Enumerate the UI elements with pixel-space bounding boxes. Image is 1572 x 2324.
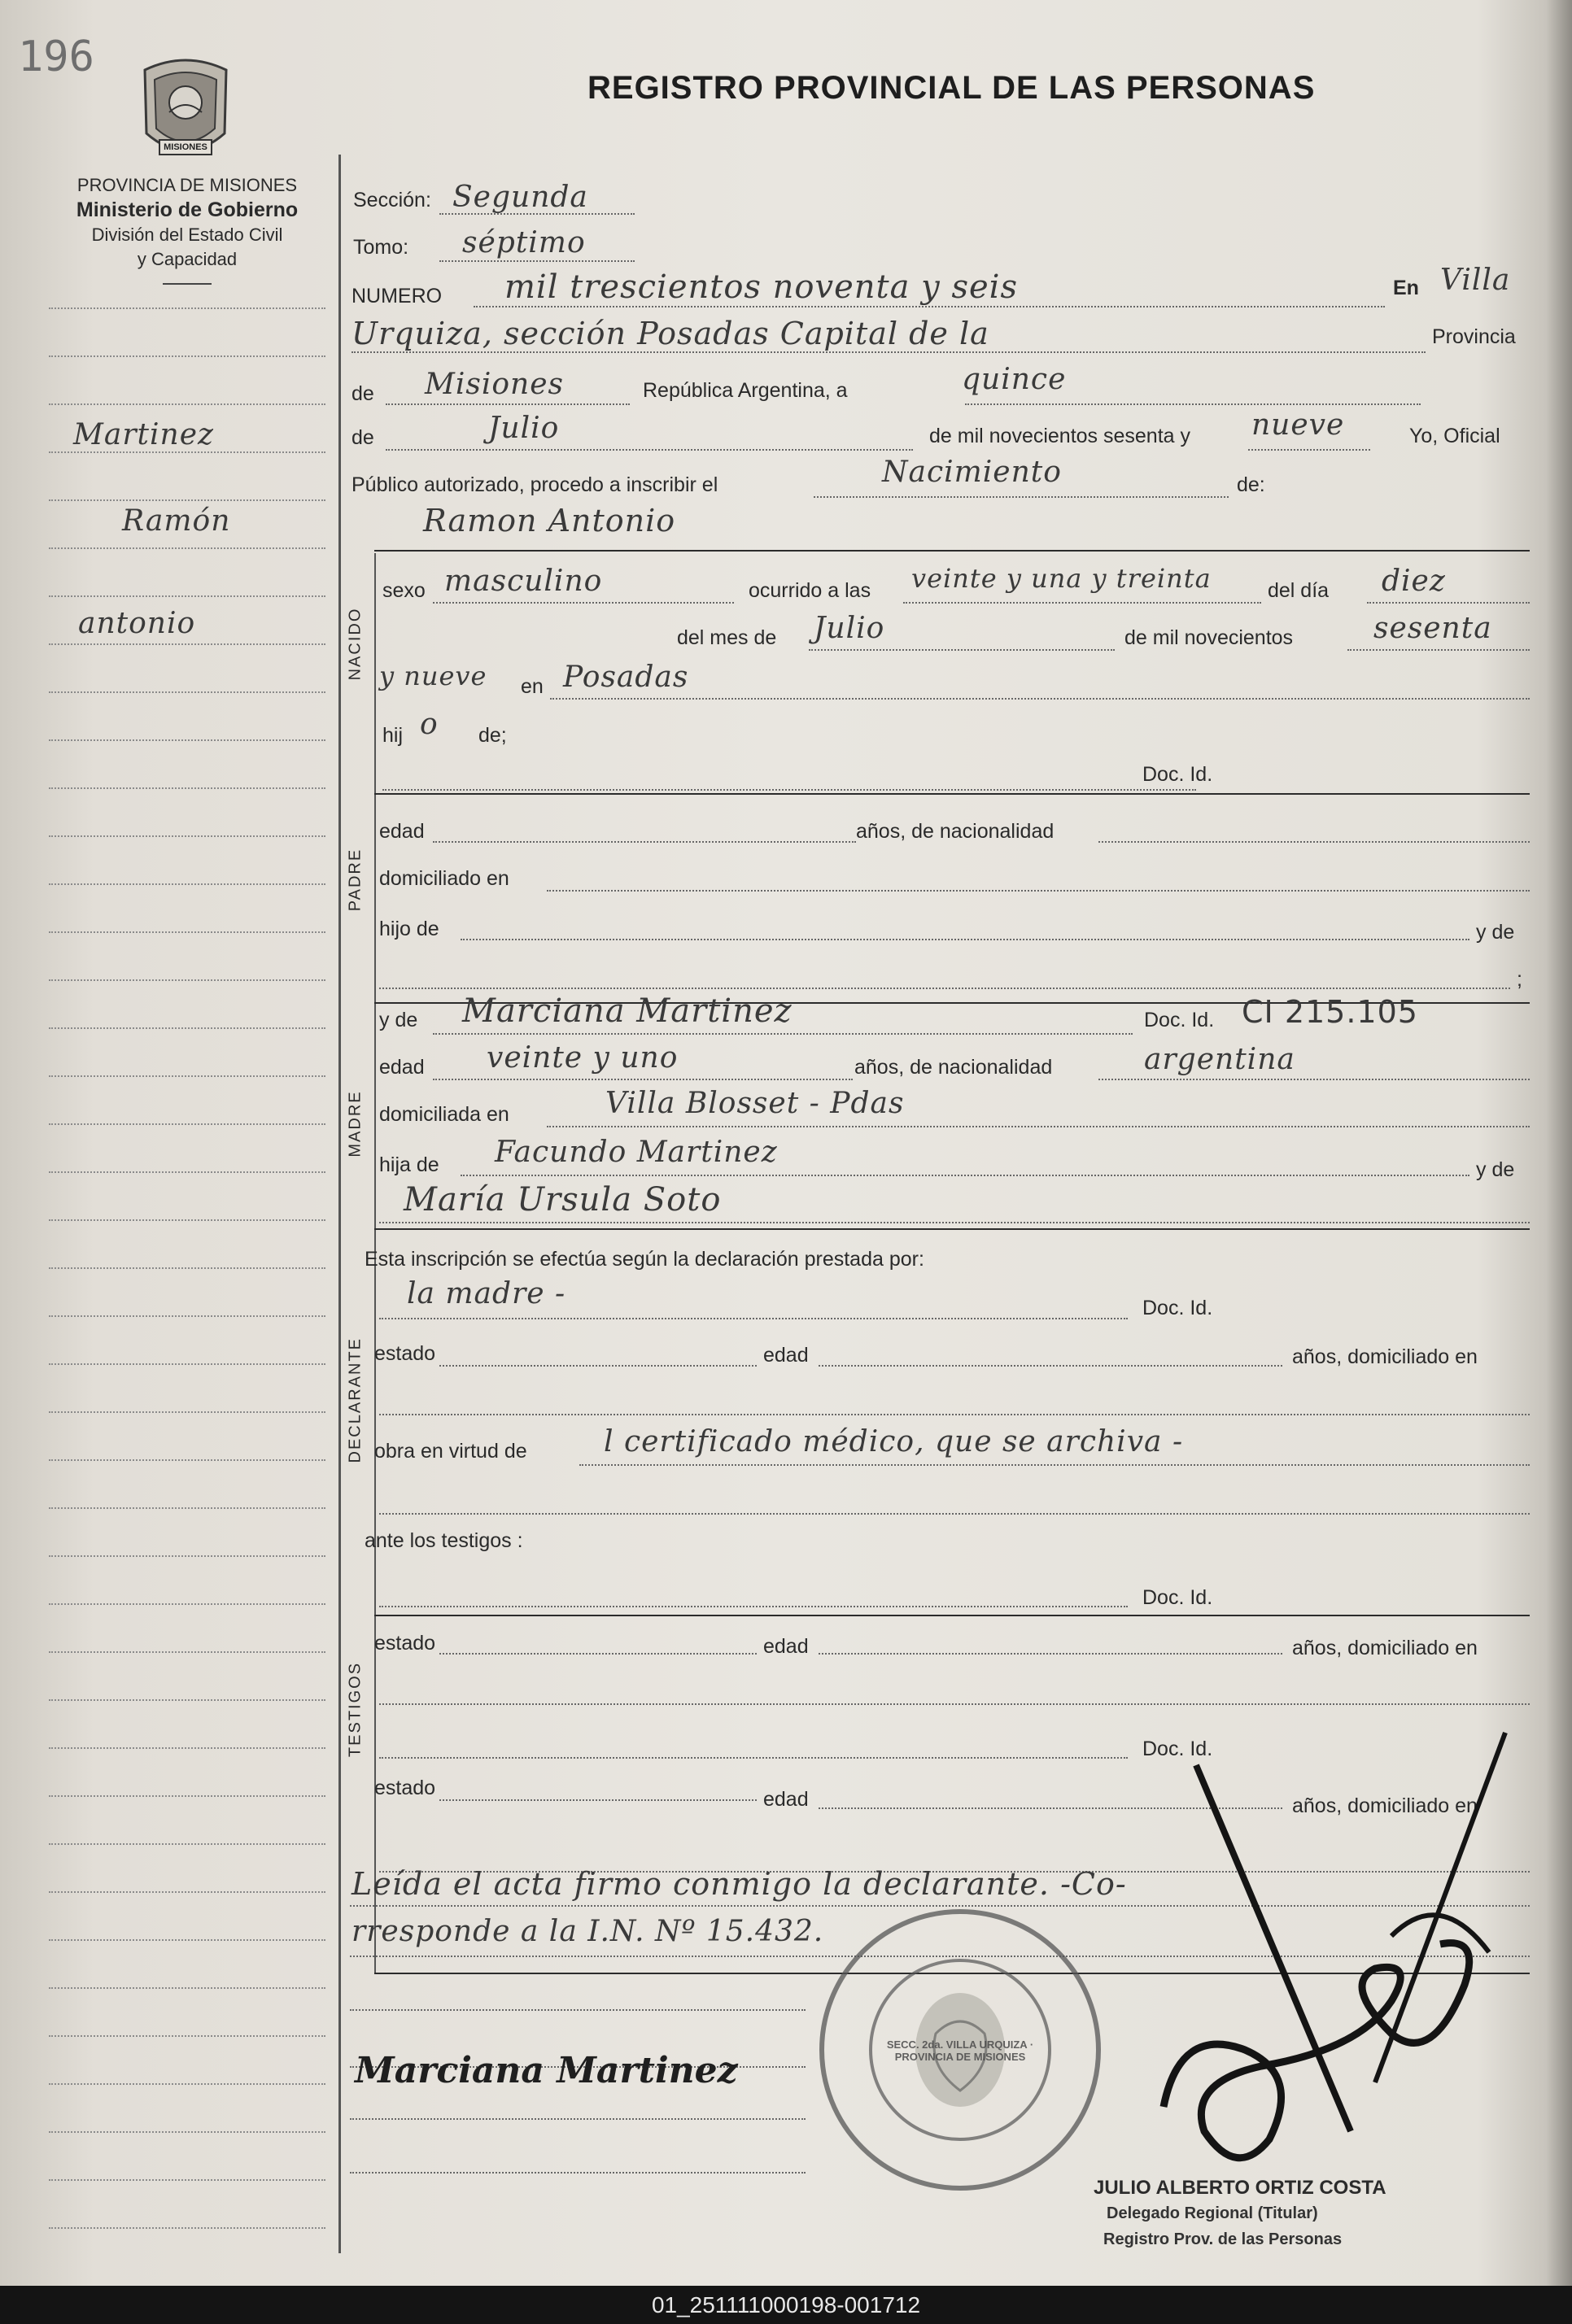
margin-middle-name: antonio: [78, 607, 196, 640]
del-dia-label: del día: [1268, 579, 1330, 602]
tomo-line: [439, 260, 635, 262]
margin-rule: [49, 1411, 325, 1413]
margin-rule: [49, 307, 325, 309]
doc-label-nacido: Doc. Id.: [1142, 763, 1213, 786]
margin-rule: [49, 2035, 325, 2037]
lugar-line: [550, 698, 1530, 700]
en-value-2: Urquiza, sección Posadas Capital de la: [352, 316, 989, 351]
declarante-edad-line: [819, 1365, 1282, 1367]
margin-rule: [49, 1795, 325, 1797]
madre-domicilio-value: Villa Blosset - Pdas: [605, 1087, 905, 1120]
declarante-edad-label: edad: [763, 1344, 809, 1367]
mes-line-nacido: [809, 649, 1115, 651]
madre-nacionalidad-label: años, de nacionalidad: [854, 1056, 1053, 1079]
org-division: División del Estado Civil: [91, 225, 283, 245]
madre-domicilio-label: domiciliada en: [379, 1103, 509, 1126]
obra-value: l certificado médico, que se archiva -: [604, 1425, 1184, 1458]
margin-rule: [49, 1075, 325, 1077]
testigo2-estado-line: [439, 1799, 757, 1801]
closing-line-6: [350, 2172, 806, 2174]
section-label-declarante: DECLARANTE: [346, 1337, 365, 1463]
margin-rule: [49, 691, 325, 693]
de-label-2: de: [352, 426, 374, 449]
numero-line: [474, 306, 1385, 307]
madre-edad-value: veinte y uno: [487, 1041, 679, 1075]
margin-rule: [49, 1363, 325, 1365]
margin-rule: [49, 1507, 325, 1509]
mes-line: [386, 449, 913, 451]
margin-rule: [49, 1699, 325, 1701]
lugar-value: Posadas: [563, 661, 689, 694]
mil-label-nacido: de mil novecientos: [1124, 626, 1294, 649]
madre-doc-label: Doc. Id.: [1144, 1009, 1215, 1031]
padre-nacionalidad-label: años, de nacionalidad: [856, 820, 1055, 843]
hora-value: veinte y una y treinta: [911, 563, 1212, 594]
margin-rule: [49, 451, 325, 453]
margin-rule: [49, 2131, 325, 2133]
section-label-testigos: TESTIGOS: [346, 1661, 365, 1758]
testigo2-domicilio-label: años, domiciliado en: [1292, 1794, 1478, 1817]
en-value-1: Villa: [1440, 264, 1511, 297]
org-ministry: Ministerio de Gobierno: [76, 198, 299, 221]
madre-madre-line: [379, 1222, 1530, 1223]
dia-value: quince: [962, 363, 1067, 396]
testigo1-name-line: [379, 1606, 1128, 1607]
padre-edad-line: [433, 841, 856, 843]
header-org-block: [49, 174, 325, 285]
de-label-nacido: de;: [478, 724, 507, 747]
section-label-padre: PADRE: [346, 848, 365, 912]
numero-label: NUMERO: [352, 285, 443, 307]
margin-rule: [49, 1747, 325, 1749]
margin-rule: [49, 2083, 325, 2085]
margin-rule: [49, 1603, 325, 1605]
official-office: Registro Prov. de las Personas: [1103, 2230, 1343, 2248]
madre-yde-label-2: y de: [1476, 1158, 1515, 1181]
padre-domicilio-label: domiciliado en: [379, 867, 509, 890]
closing-text-line-1: Leída el acta firmo conmigo la declarante. -Co-: [352, 1866, 1127, 1902]
ante-testigos-label: ante los testigos :: [365, 1529, 523, 1552]
padre-domicilio-line: [547, 890, 1530, 892]
testigo1-edad-label: edad: [763, 1635, 809, 1658]
padre-yde-label: y de: [1476, 921, 1515, 944]
madre-yde-label: y de: [379, 1009, 418, 1031]
hij-label: hij: [382, 724, 404, 747]
obra-label: obra en virtud de: [374, 1440, 527, 1463]
madre-hija-label: hija de: [379, 1153, 439, 1176]
section-label-madre: MADRE: [346, 1090, 365, 1158]
margin-rule: [49, 1891, 325, 1893]
madre-nacionalidad-line: [1098, 1079, 1530, 1080]
declarante-nombre-value: la madre -: [407, 1277, 566, 1310]
madre-hija-line: [461, 1175, 1469, 1176]
margin-rule: [49, 1027, 325, 1029]
official-title: Delegado Regional (Titular): [1107, 2204, 1318, 2222]
margin-rule: [49, 1843, 325, 1845]
tomo-value: séptimo: [462, 226, 586, 259]
en-label: En: [1393, 277, 1419, 299]
declarante-signature: Marciana Martinez: [355, 2050, 738, 2091]
margin-rule: [49, 787, 325, 789]
padre-blank-line: [379, 988, 1510, 989]
padre-nacionalidad-line: [1098, 841, 1530, 843]
madre-padre-value: Facundo Martinez: [495, 1136, 778, 1169]
madre-edad-line: [433, 1079, 853, 1080]
padre-hijo-line: [461, 939, 1469, 940]
madre-madre-value: María Ursula Soto: [404, 1181, 722, 1219]
madre-nombre-line: [433, 1033, 1133, 1035]
dia-value-nacido: diez: [1382, 565, 1446, 598]
margin-rule: [49, 1267, 325, 1269]
seccion-label: Sección:: [353, 189, 431, 211]
margin-rule: [49, 835, 325, 837]
margin-rule: [49, 1171, 325, 1173]
testigo1-domicilio-label: años, domiciliado en: [1292, 1637, 1478, 1659]
hora-line: [903, 602, 1261, 604]
anio-line: [1248, 449, 1370, 451]
margin-rule: [49, 1459, 325, 1461]
margin-rule: [49, 1555, 325, 1557]
acto-line: [814, 496, 1229, 498]
org-capacity: y Capacidad: [137, 249, 238, 269]
seal-label: MISIONES: [164, 142, 207, 152]
margin-rule: [49, 499, 325, 501]
republica-label: República Argentina, a: [643, 379, 848, 402]
margin-rule: [49, 1651, 325, 1653]
provincia-label: Provincia: [1432, 325, 1516, 348]
closing-line-3: [350, 2009, 806, 2011]
testigo2-name-line: [379, 1757, 1128, 1759]
oficial-label: Yo, Oficial: [1409, 425, 1500, 447]
padre-semicolon: ;: [1517, 968, 1522, 991]
declarante-domicilio-label: años, domiciliado en: [1292, 1345, 1478, 1368]
anio-value-nacido-1: sesenta: [1373, 612, 1492, 645]
provincia-line: [386, 403, 630, 405]
mil-label: de mil novecientos sesenta y: [929, 425, 1191, 447]
mes-value-nacido: Julio: [814, 612, 885, 645]
mes-label: del mes de: [677, 626, 777, 649]
margin-rule: [49, 2179, 325, 2181]
rule-nacido-top: [374, 550, 1530, 552]
sexo-value: masculino: [444, 565, 603, 598]
margin-rule: [49, 979, 325, 981]
padre-hijo-label: hijo de: [379, 918, 439, 940]
en-line-2: [352, 351, 1426, 353]
hij-value: o: [420, 708, 439, 741]
numero-value: mil trescientos noventa y seis: [504, 268, 1018, 306]
rule-testigos-top: [374, 1615, 1530, 1616]
mes-value: Julio: [488, 412, 560, 445]
org-province: PROVINCIA DE MISIONES: [76, 175, 298, 195]
ocurrido-label: ocurrido a las: [749, 579, 871, 602]
testigo2-edad-label: edad: [763, 1788, 809, 1811]
testigo2-estado-label: estado: [374, 1777, 436, 1799]
anio-value: nueve: [1251, 408, 1345, 442]
coat-of-arms-seal: [137, 55, 234, 169]
margin-rule: [49, 1123, 325, 1125]
madre-nombre-value: Marciana Martinez: [462, 992, 793, 1030]
declarante-intro-label: Esta inscripción se efectúa según la declaración prestada por:: [365, 1248, 924, 1271]
stamp-text: SECC. 2da. VILLA URQUIZA · PROVINCIA DE MISIONES: [886, 2038, 1034, 2063]
margin-rule: [49, 643, 325, 645]
dia-line: [965, 403, 1421, 405]
padre-edad-label: edad: [379, 820, 425, 843]
declarante-estado-label: estado: [374, 1342, 436, 1365]
declarante-doc-label: Doc. Id.: [1142, 1297, 1213, 1319]
margin-rule: [49, 1939, 325, 1941]
madre-edad-label: edad: [379, 1056, 425, 1079]
margin-rule: [49, 883, 325, 885]
margin-rule: [49, 403, 325, 405]
testigo1-doc-label: Doc. Id.: [1142, 1586, 1213, 1609]
margin-rule: [49, 595, 325, 597]
obra-line: [579, 1464, 1530, 1466]
margin-rule: [49, 547, 325, 549]
margin-rule: [49, 1315, 325, 1317]
closing-text-line-2: rresponde a la I.N. Nº 15.432.: [352, 1915, 824, 1948]
margin-rule: [49, 2227, 325, 2229]
margin-rule: [49, 739, 325, 741]
file-id-caption: 01_251111000198-001712: [0, 2286, 1572, 2324]
testigo1-blank-line: [379, 1703, 1530, 1705]
obra-blank-line-1: [379, 1513, 1530, 1515]
page-edge: [1546, 0, 1572, 2286]
seccion-value: Segunda: [452, 181, 588, 214]
margin-divider: [338, 155, 341, 2253]
sexo-line: [433, 602, 734, 604]
publico-label: Público autorizado, procedo a inscribir el: [352, 473, 718, 496]
closing-line-5: [350, 2118, 806, 2120]
declarante-estado-line: [439, 1365, 757, 1367]
rule-padre-top: [374, 793, 1530, 795]
provincia-value: Misiones: [425, 368, 565, 401]
testigo1-estado-line: [439, 1653, 757, 1655]
official-name: JULIO ALBERTO ORTIZ COSTA: [1094, 2177, 1386, 2199]
declarante-nombre-line: [379, 1318, 1128, 1319]
margin-surname: Martinez: [73, 418, 214, 451]
declarante-blank-line: [379, 1414, 1530, 1415]
madre-doc-value: CI 215.105: [1242, 994, 1418, 1030]
margin-rule: [49, 1219, 325, 1221]
de-colon-label: de:: [1237, 473, 1265, 496]
testigo1-estado-label: estado: [374, 1632, 436, 1655]
anio-value-nacido-2: y nueve: [379, 661, 487, 691]
dia-line-nacido: [1367, 602, 1530, 604]
document-title: REGISTRO PROVINCIAL DE LAS PERSONAS: [587, 70, 1316, 106]
sexo-label: sexo: [382, 579, 426, 602]
official-signature: [1147, 1724, 1522, 2180]
anio-line-nacido: [1347, 649, 1530, 651]
testigo2-doc-label: Doc. Id.: [1142, 1738, 1213, 1760]
testigo1-edad-line: [819, 1653, 1282, 1655]
de-label: de: [352, 382, 374, 405]
margin-rule: [49, 1987, 325, 1989]
margin-rule: [49, 931, 325, 933]
nombre-value: Ramon Antonio: [423, 503, 676, 538]
madre-domicilio-line: [547, 1126, 1530, 1127]
acto-value: Nacimiento: [882, 456, 1062, 489]
nacido-blank-line: [382, 789, 1196, 791]
en-label-nacido: en: [521, 675, 544, 698]
rule-declarante-top: [374, 1228, 1530, 1230]
tomo-label: Tomo:: [353, 236, 409, 259]
madre-nacionalidad-value: argentina: [1144, 1043, 1295, 1076]
margin-rule: [49, 355, 325, 357]
page-number: 196: [18, 33, 94, 81]
official-stamp: [814, 1903, 1107, 2196]
section-label-nacido: NACIDO: [346, 607, 365, 681]
org-rule: [163, 283, 212, 285]
margin-first-name: Ramón: [122, 504, 231, 538]
